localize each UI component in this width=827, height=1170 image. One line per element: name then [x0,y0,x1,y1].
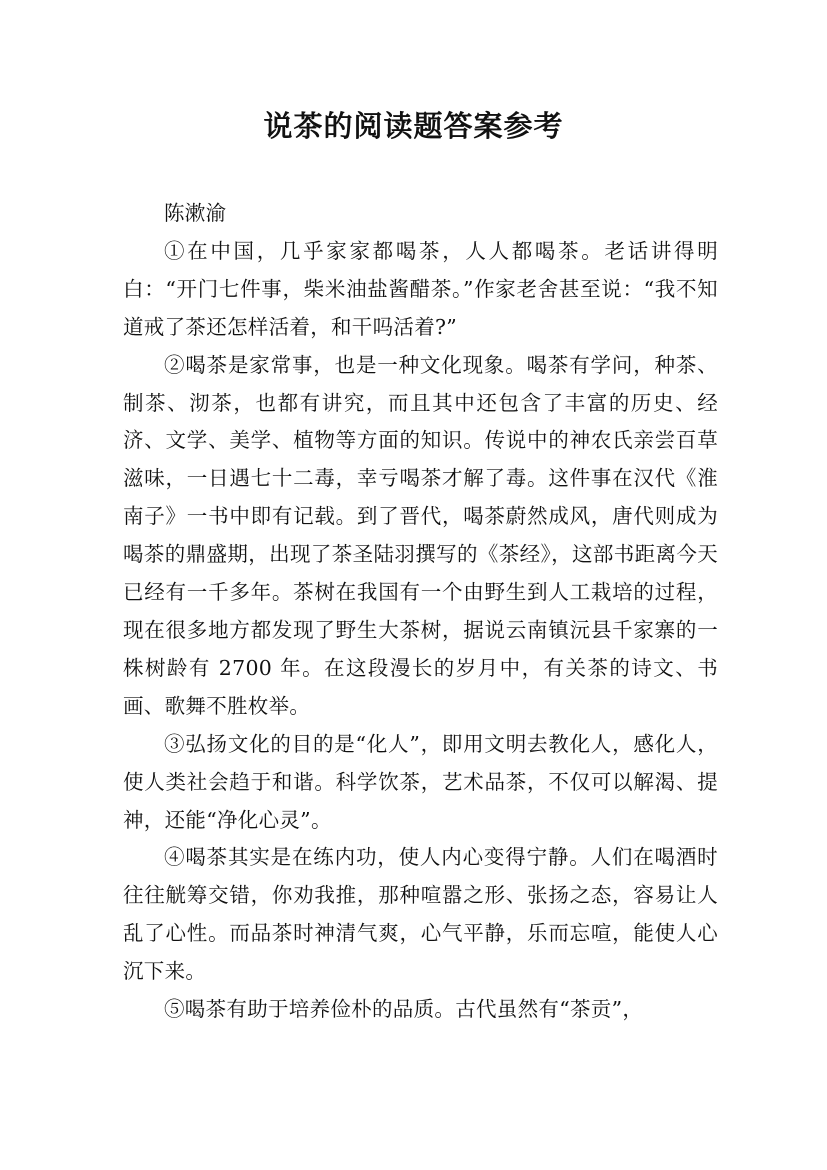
document-body [123,195,718,1029]
paragraph-5: ⑤喝茶有助于培养俭朴的品质。古代虽然有“茶贡”， [164,997,644,1022]
document-title: 说茶的阅读题答案参考 [263,109,564,143]
paragraph-4: ④喝茶其实是在练内功，使人内心变得宁静。人们在喝酒时往往觥筹交错，你劝我推，那种喧嚣之形、张扬之态，容易让人乱了心性。而品茶时神清气爽，心气平静，乐而忘喧，能使人心沉下来。 [123,845,718,984]
paragraph-3: ③弘扬文化的目的是“化人”，即用文明去教化人，感化人，使人类社会趋于和谐。科学饮茶，艺术品茶，不仅可以解渴、提神，还能“净化心灵”。 [123,731,718,832]
author-name: 陈漱渝 [164,201,227,225]
paragraph-1: ①在中国，几乎家家都喝茶，人人都喝茶。老话讲得明白：“开门七件事，柴米油盐酱醋茶。”作家老舍甚至说：“我不知道戒了茶还怎样活着，和干吗活着?” [123,238,718,339]
paragraph-2: ②喝茶是家常事，也是一种文化现象。喝茶有学问，种茶、制茶、沏茶，也都有讲究，而且其中还包含了丰富的历史、经济、文学、美学、植物等方面的知识。传说中的神农氏亲尝百草滋味，一日遇七十二毒，幸亏喝茶才解了毒。这件事在汉代《淮南子》一书中即有记载。到了晋代，喝茶蔚然成风，唐代则成为喝茶的鼎盛期，出现了茶圣陆羽撰写的《茶经》，这部书距离今天已经有一千多年。茶树在我国有一个由野生到人工栽培的过程，现在很多地方都发现了野生大茶树，据说云南镇沅县千家寨的一株树龄有 2700 年。在这段漫长的岁月中，有关茶的诗文、书画、歌舞不胜枚举。 [123,352,718,718]
